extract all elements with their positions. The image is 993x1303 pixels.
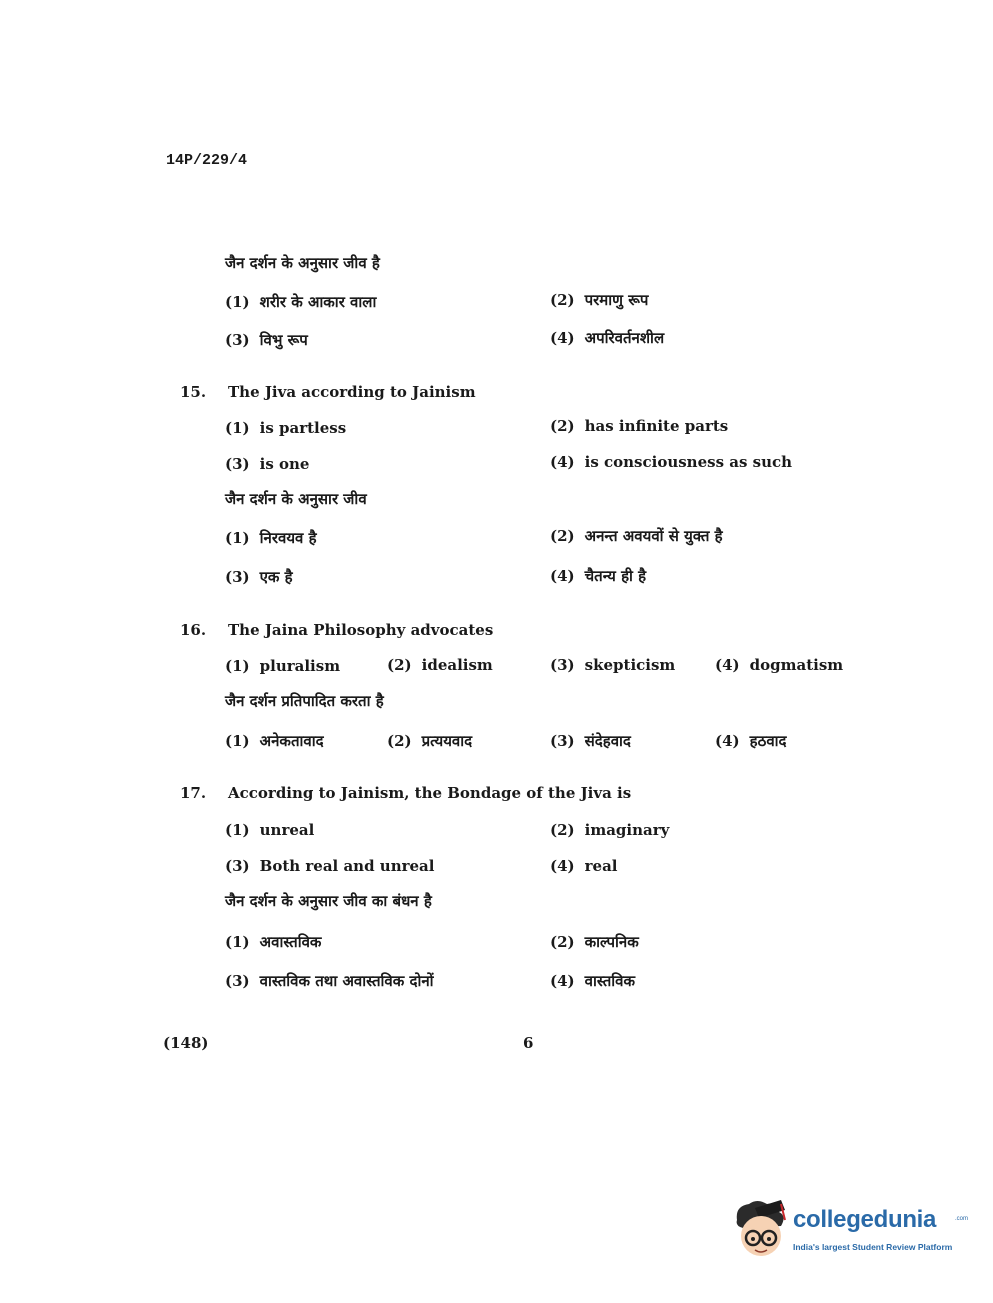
q17-option-2: (2) imaginary (550, 821, 670, 839)
q15-stem: 15. The Jiva according to Jainism (180, 383, 476, 401)
q17-hindi-option-3: (3) वास्तविक तथा अवास्तविक दोनों (225, 972, 434, 990)
logo-suffix: .com (955, 1216, 969, 1222)
q16-option-3: (3) skepticism (550, 656, 676, 674)
q17-stem: 17. According to Jainism, the Bondage of the Jiva is (180, 784, 632, 802)
q14-hindi-option-4: (4) अपरिवर्तनशील (550, 329, 665, 347)
q16-hindi-option-4: (4) हठवाद (715, 732, 787, 750)
page-number: 6 (523, 1034, 534, 1052)
q17-option-4: (4) real (550, 857, 618, 875)
q15-hindi-option-1: (1) निरवयव है (225, 529, 317, 547)
q17-hindi-stem: जैन दर्शन के अनुसार जीव का बंधन है (225, 892, 432, 910)
logo-tagline: India's largest Student Review Platform (793, 1242, 953, 1252)
q16-hindi-stem: जैन दर्शन प्रतिपादित करता है (225, 692, 384, 710)
footer-code: (148) (163, 1034, 209, 1052)
collegedunia-logo (733, 1198, 969, 1268)
q15-hindi-stem: जैन दर्शन के अनुसार जीव (225, 490, 367, 508)
q16-option-1: (1) pluralism (225, 657, 341, 675)
q17-option-3: (3) Both real and unreal (225, 857, 435, 875)
mascot-icon (733, 1198, 793, 1260)
q14-hindi-stem: जैन दर्शन के अनुसार जीव है (225, 254, 380, 272)
q15-hindi-option-2: (2) अनन्त अवयवों से युक्त है (550, 527, 723, 545)
q16-hindi-option-3: (3) संदेहवाद (550, 732, 631, 750)
q15-option-1: (1) is partless (225, 419, 347, 437)
paper-code: 14P/229/4 (166, 152, 248, 169)
q14-hindi-option-3: (3) विभु रूप (225, 331, 308, 349)
q16-option-2: (2) idealism (387, 656, 493, 674)
q15-hindi-option-4: (4) चैतन्य ही है (550, 567, 647, 585)
q15-hindi-option-3: (3) एक है (225, 568, 293, 586)
q17-hindi-option-2: (2) काल्पनिक (550, 933, 639, 951)
q15-option-4: (4) is consciousness as such (550, 453, 793, 471)
q16-hindi-option-1: (1) अनेकतावाद (225, 732, 324, 750)
q17-option-1: (1) unreal (225, 821, 315, 839)
q15-option-3: (3) is one (225, 455, 310, 473)
q14-hindi-option-2: (2) परमाणु रूप (550, 291, 649, 309)
q14-hindi-option-1: (1) शरीर के आकार वाला (225, 293, 377, 311)
q17-hindi-option-4: (4) वास्तविक (550, 972, 635, 990)
logo-brand-text: collegedunia (793, 1206, 937, 1233)
q16-hindi-option-2: (2) प्रत्ययवाद (387, 732, 473, 750)
q17-hindi-option-1: (1) अवास्तविक (225, 933, 322, 951)
q16-stem: 16. The Jaina Philosophy advocates (180, 621, 494, 639)
q15-option-2: (2) has infinite parts (550, 417, 729, 435)
q16-option-4: (4) dogmatism (715, 656, 844, 674)
